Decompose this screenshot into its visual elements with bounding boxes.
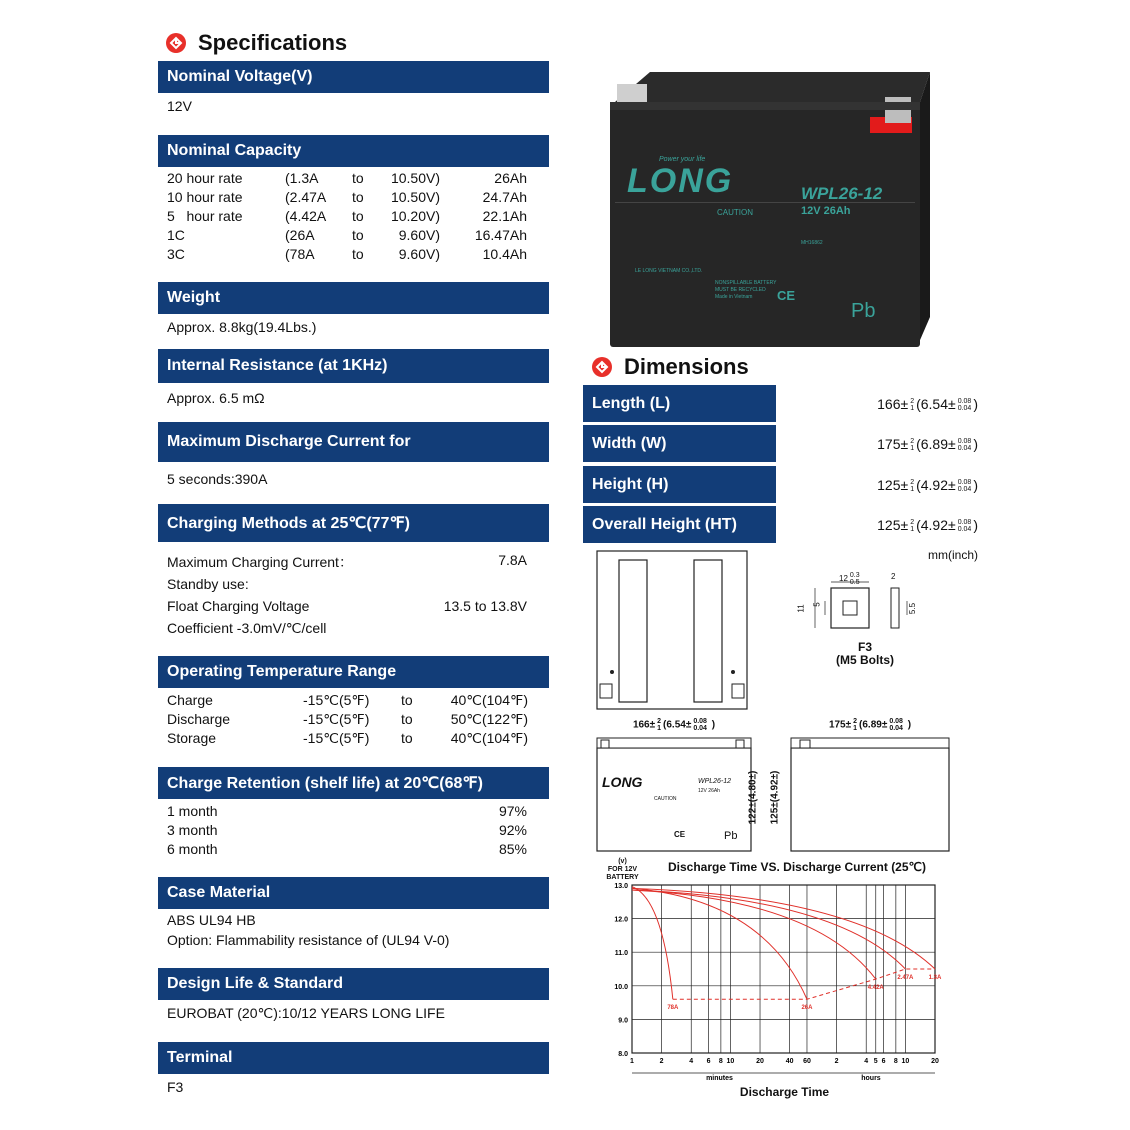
case-material-bar: Case Material <box>158 877 549 909</box>
cap-value: 24.7Ah <box>482 189 527 205</box>
temp-to: to <box>401 711 413 727</box>
temp-high: 40℃(104℉) <box>450 692 528 708</box>
chart-x-tick: 6 <box>706 1058 711 1065</box>
front-length-label: 166± 2 1 (6.54± 0.08 0.04 ) <box>632 718 716 732</box>
retention-period: 3 month <box>167 822 218 838</box>
discharge-chart <box>600 875 945 1110</box>
chart-x-tick: 2 <box>834 1058 839 1065</box>
dim-overall-height-value: 125± 2 1 (4.92± 0.08 0.04 ) <box>877 517 978 534</box>
chart-series-line <box>632 888 807 999</box>
design-life-value: EUROBAT (20℃):10/12 YEARS LONG LIFE <box>167 1005 445 1021</box>
battery-mh-number: MH16862 <box>801 240 823 246</box>
temp-name: Charge <box>167 692 213 708</box>
cap-value: 10.4Ah <box>482 246 527 262</box>
cap-rate: 10 hour rate <box>167 189 243 205</box>
terminal-value: F3 <box>167 1079 184 1095</box>
chart-y-tick: 8.0 <box>618 1051 628 1058</box>
cap-current: (1.3A <box>285 170 319 186</box>
dim-height-bar: Height (H) <box>583 466 776 503</box>
max-charging-current-value: 7.8A <box>498 552 527 568</box>
front-view-drawing <box>596 736 752 852</box>
nominal-voltage-value: 12V <box>167 98 192 114</box>
specifications-title: Specifications <box>198 30 348 55</box>
chart-x-tick: 60 <box>803 1058 811 1065</box>
temp-to: to <box>401 692 413 708</box>
battery-caution: CAUTION <box>717 208 753 217</box>
max-charging-current-label: Maximum Charging Current： <box>167 554 353 570</box>
cap-voltage: 10.50V) <box>390 170 440 186</box>
terminal-width-label: 12 0.3 0.5 <box>839 572 860 586</box>
cap-current: (26A <box>285 227 315 243</box>
dimensions-title: Dimensions <box>624 354 749 379</box>
discharge-chart-svg <box>600 875 945 1110</box>
temp-low: -15℃(5℉) <box>303 730 370 746</box>
temp-name: Discharge <box>167 711 231 727</box>
battery-slogan: Power your life <box>659 156 706 163</box>
retention-period: 6 month <box>167 841 218 857</box>
chart-ylabel: (v) FOR 12V BATTERY <box>606 858 639 881</box>
chart-x-tick: 1 <box>630 1058 634 1065</box>
weight-value: Approx. 8.8kg(19.4Lbs.) <box>167 319 317 335</box>
operating-temp-bar: Operating Temperature Range <box>158 656 549 688</box>
long-logo-icon <box>166 33 186 53</box>
battery-ce-mark: CE <box>777 288 796 303</box>
terminal-side-label: 5.5 <box>908 602 918 615</box>
battery-origin: Made in Vietnam <box>715 294 753 300</box>
nominal-voltage-bar: Nominal Voltage(V) <box>158 61 549 93</box>
front-brand: LONG <box>602 774 643 790</box>
battery-rating: 12V 26Ah <box>801 205 851 217</box>
front-model: WPL26-12 <box>698 778 732 785</box>
max-discharge-bar: Maximum Discharge Current for <box>158 422 549 462</box>
float-voltage-label: Float Charging Voltage <box>167 598 310 614</box>
chart-x-tick: 10 <box>901 1058 910 1065</box>
dim-length-value: 166± 2 1 (6.54± 0.08 0.04 ) <box>877 396 978 413</box>
chart-series-label: 2.47A <box>897 975 914 981</box>
chart-series-line <box>632 888 935 969</box>
nominal-capacity-bar: Nominal Capacity <box>158 135 549 167</box>
internal-resistance-bar: Internal Resistance (at 1KHz) <box>158 349 549 383</box>
chart-series-label: 26A <box>801 1005 813 1012</box>
chart-y-tick: 9.0 <box>618 1017 628 1025</box>
chart-x-tick: 8 <box>718 1058 723 1065</box>
charging-methods-bar: Charging Methods at 25℃(77℉) <box>158 504 549 542</box>
dim-width-bar: Width (W) <box>583 425 776 462</box>
charge-retention-bar: Charge Retention (shelf life) at 20℃(68℉) <box>158 767 549 799</box>
cap-rate: 1C <box>167 227 185 243</box>
float-voltage-value: 13.5 to 13.8V <box>443 598 527 614</box>
terminal-height-label: 11 <box>796 604 806 613</box>
front-rating: 12V 26Ah <box>698 788 720 794</box>
chart-y-tick: 10.0 <box>614 983 628 991</box>
chart-series-line <box>632 887 673 1000</box>
chart-y-tick: 11.0 <box>614 950 628 958</box>
retention-value: 97% <box>498 803 527 819</box>
chart-x-tick: 4 <box>864 1058 869 1065</box>
cap-rate: 3C <box>167 246 185 262</box>
chart-frame <box>632 885 935 1053</box>
chart-x-tick: 8 <box>893 1058 898 1065</box>
chart-x-tick: 2 <box>659 1058 664 1065</box>
dim-unit: mm(inch) <box>928 548 978 562</box>
battery-recycle: MUST BE RECYCLED <box>715 287 766 293</box>
cap-to: to <box>352 208 364 224</box>
chart-x-tick: 6 <box>881 1058 886 1065</box>
terminal-bar: Terminal <box>158 1042 549 1074</box>
cap-voltage: 10.20V) <box>390 208 440 224</box>
retention-value: 85% <box>498 841 527 857</box>
cap-voltage: 9.60V) <box>398 227 440 243</box>
cap-current: (78A <box>285 246 315 262</box>
cap-to: to <box>352 227 364 243</box>
dim-overall-height-bar: Overall Height (HT) <box>583 506 776 543</box>
chart-x-tick: 10 <box>726 1058 735 1065</box>
dim-length-bar: Length (L) <box>583 385 776 422</box>
battery-brand: LONG <box>627 162 734 200</box>
dim-width-value: 175± 2 1 (6.89± 0.08 0.04 ) <box>877 436 978 453</box>
temp-high: 50℃(122℉) <box>450 711 528 727</box>
retention-value: 92% <box>498 822 527 838</box>
temperature-coefficient: Coefficient -3.0mV/℃/cell <box>167 620 327 636</box>
battery-product-image <box>605 62 935 352</box>
side-view-drawing <box>790 736 950 852</box>
dimensions-heading <box>592 354 749 380</box>
chart-y-tick: 12.0 <box>614 916 628 924</box>
chart-xlabel: Discharge Time <box>739 1085 830 1099</box>
cap-to: to <box>352 246 364 262</box>
front-height-122: 122±(4.80±) <box>747 770 759 825</box>
chart-title: Discharge Time VS. Discharge Current (25℃) <box>668 860 927 874</box>
dim-height-value: 125± 2 1 (4.92± 0.08 0.04 ) <box>877 477 978 494</box>
internal-resistance-value: Approx. 6.5 mΩ <box>167 390 265 406</box>
chart-series-label: 78A <box>667 1005 679 1012</box>
design-life-bar: Design Life & Standard <box>158 968 549 1000</box>
cap-voltage: 10.50V) <box>390 189 440 205</box>
standby-use: Standby use: <box>167 576 249 592</box>
front-ce: CE <box>674 830 686 839</box>
temp-high: 40℃(104℉) <box>450 730 528 746</box>
chart-x-tick: 20 <box>756 1058 764 1065</box>
chart-series-line <box>632 890 905 969</box>
cap-rate: 5 hour rate <box>167 208 243 224</box>
battery-model: WPL26-12 <box>801 184 883 203</box>
cap-current: (4.42A <box>285 208 327 224</box>
temp-to: to <box>401 730 413 746</box>
cap-value: 16.47Ah <box>474 227 527 243</box>
cap-to: to <box>352 189 364 205</box>
chart-y-tick: 13.0 <box>614 883 628 890</box>
terminal-hole-label: 5 <box>812 602 822 607</box>
terminal-name: F3 <box>857 640 872 654</box>
specifications-heading <box>166 30 347 56</box>
cap-value: 26Ah <box>494 170 527 186</box>
cap-rate: 20 hour rate <box>167 170 243 186</box>
temp-name: Storage <box>167 730 217 746</box>
side-width-label: 175± 2 1 (6.89± 0.08 0.04 ) <box>828 718 912 732</box>
cap-value: 22.1Ah <box>482 208 527 224</box>
battery-nonspill: NONSPILLABLE BATTERY <box>715 280 777 286</box>
front-height-125: 125±(4.92±) <box>769 770 781 825</box>
long-logo-icon <box>592 357 612 377</box>
chart-minutes-label: minutes <box>706 1075 733 1082</box>
top-view-drawing <box>596 550 748 710</box>
cap-current: (2.47A <box>285 189 327 205</box>
cap-to: to <box>352 170 364 186</box>
temp-low: -15℃(5℉) <box>303 692 370 708</box>
chart-series-label: 1.3A <box>928 975 942 981</box>
chart-hours-label: hours <box>861 1075 881 1082</box>
chart-series-label: 4.42A <box>867 985 884 992</box>
weight-bar: Weight <box>158 282 549 314</box>
terminal-f3-drawing <box>795 568 925 640</box>
terminal-bolts: (M5 Bolts) <box>836 653 894 667</box>
front-caution: CAUTION <box>654 796 677 802</box>
battery-maker: LE LONG VIETNAM CO.,LTD. <box>635 268 703 274</box>
terminal-thickness-label: 2 <box>891 572 896 581</box>
retention-period: 1 month <box>167 803 218 819</box>
chart-x-tick: 5 <box>873 1058 878 1065</box>
max-discharge-value: 5 seconds:390A <box>167 471 268 487</box>
chart-x-tick: 4 <box>689 1058 694 1065</box>
battery-pb-mark: Pb <box>851 300 876 322</box>
temp-low: -15℃(5℉) <box>303 711 370 727</box>
cap-voltage: 9.60V) <box>398 246 440 262</box>
chart-x-tick: 20 <box>931 1058 939 1065</box>
case-material-value: ABS UL94 HB <box>167 912 256 928</box>
front-pb: Pb <box>724 830 738 842</box>
case-material-option: Option: Flammability resistance of (UL94 V-0) <box>167 932 450 948</box>
chart-x-tick: 40 <box>785 1058 794 1065</box>
